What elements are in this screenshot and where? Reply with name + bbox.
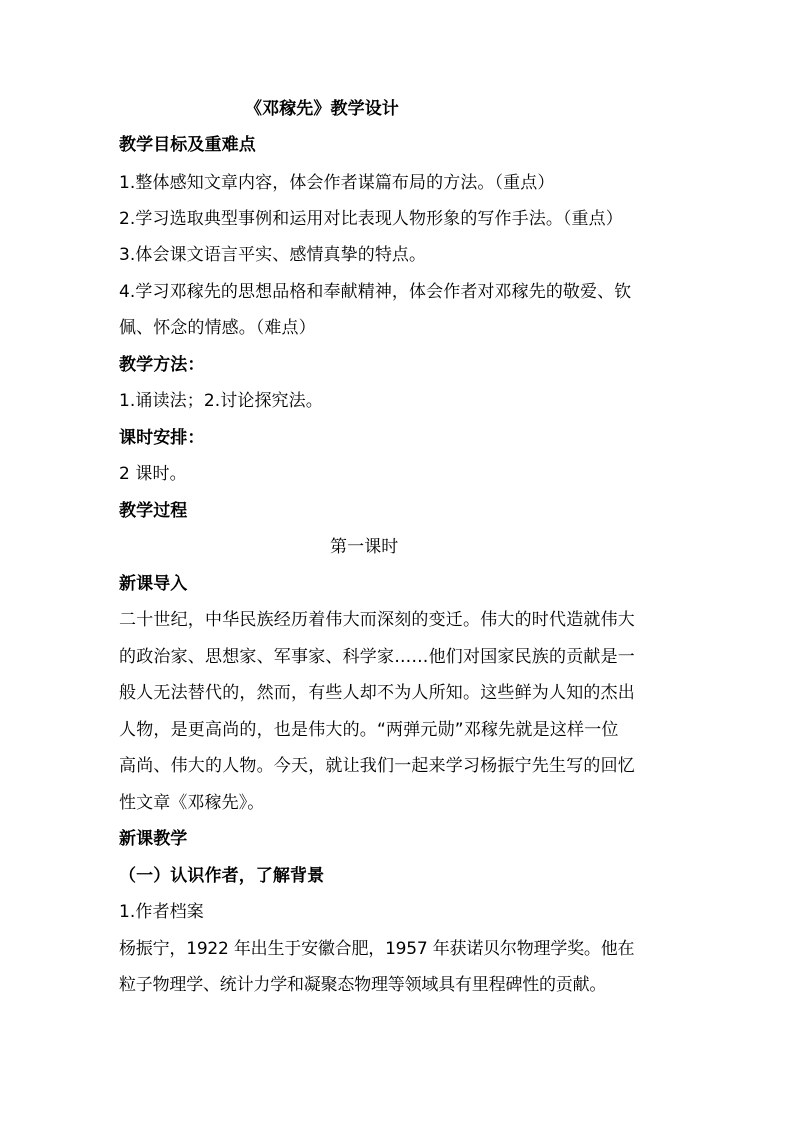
lesson-heading: 第一课时 — [330, 537, 399, 557]
intro-line-4: 人物，是更高尚的，也是伟大的。“两弹元勋”邓稼先就是这样一位 — [119, 720, 619, 740]
part-1-heading: （一）认识作者，了解背景 — [119, 866, 325, 886]
author-heading: 1.作者档案 — [119, 902, 204, 922]
intro-heading: 新课导入 — [119, 574, 188, 594]
author-line-2: 粒子物理学、统计力学和凝聚态物理等领域具有里程碑性的贡献。 — [119, 975, 607, 995]
intro-line-2: 的政治家、思想家、军事家、科学家……他们对国家民族的贡献是一 — [119, 647, 635, 667]
objective-item-4-line-2: 佩、怀念的情感。（难点） — [119, 318, 316, 338]
author-line-1: 杨振宁，1922 年出生于安徽合肥，1957 年获诺贝尔物理学奖。他在 — [119, 939, 635, 959]
document-title: 《邓稼先》教学设计 — [245, 99, 399, 119]
intro-line-6: 性文章《邓稼先》。 — [119, 793, 265, 813]
process-heading: 教学过程 — [119, 501, 188, 521]
objective-item-3: 3.体会课文语言平实、感情真挚的特点。 — [119, 245, 427, 265]
intro-line-5: 高尚、伟大的人物。今天，就让我们一起来学习杨振宁先生写的回忆 — [119, 756, 635, 776]
methods-content: 1.诵读法；2.讨论探究法。 — [119, 391, 323, 411]
teaching-heading: 新课教学 — [119, 829, 188, 849]
schedule-content: 2 课时。 — [119, 464, 187, 484]
objective-item-2: 2.学习选取典型事例和运用对比表现人物形象的写作手法。（重点） — [119, 209, 623, 229]
intro-line-1: 二十世纪，中华民族经历着伟大而深刻的变迁。伟大的时代造就伟大 — [119, 610, 635, 630]
methods-heading: 教学方法： — [119, 355, 205, 375]
objective-item-1: 1.整体感知文章内容，体会作者谋篇布局的方法。（重点） — [119, 173, 555, 193]
objectives-heading: 教学目标及重难点 — [119, 135, 256, 155]
schedule-heading: 课时安排： — [119, 428, 205, 448]
objective-item-4-line-1: 4.学习邓稼先的思想品格和奉献精神，体会作者对邓稼先的敬爱、钦 — [119, 282, 632, 302]
intro-line-3: 般人无法替代的，然而，有些人却不为人所知。这些鲜为人知的杰出 — [119, 683, 635, 703]
